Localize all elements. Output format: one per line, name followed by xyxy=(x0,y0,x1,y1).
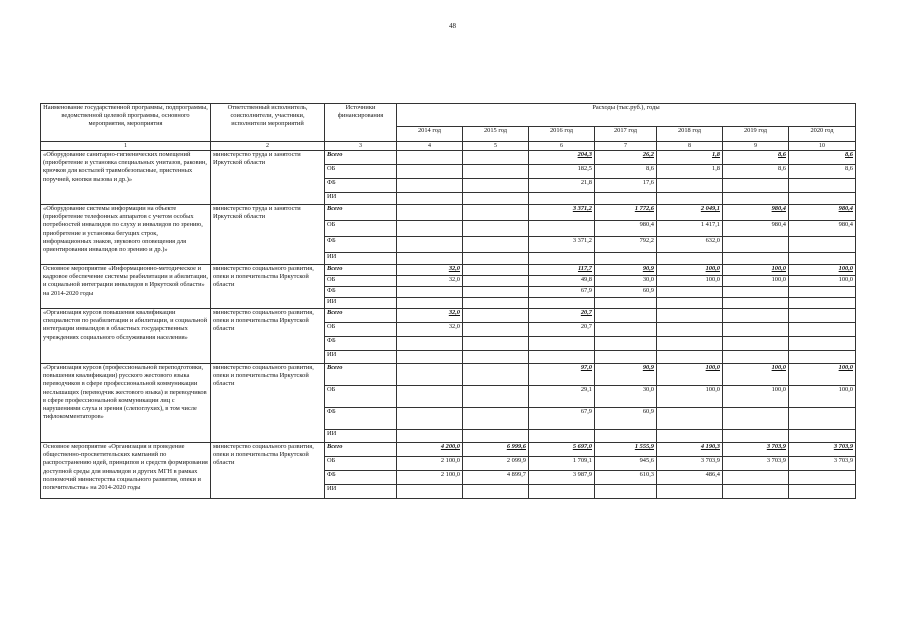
expense-value: 8,6 xyxy=(595,165,657,179)
expense-value xyxy=(657,298,723,309)
funding-source: Всего xyxy=(325,205,397,221)
responsible-executor: министерство социального развития, опеки и попечительства Иркутской области xyxy=(211,364,325,443)
expense-value: 100,0 xyxy=(789,386,856,408)
header-source: Источники финансирования xyxy=(325,104,397,142)
expense-value: 67,9 xyxy=(529,287,595,298)
expense-value xyxy=(397,179,463,193)
budget-table xyxy=(40,103,856,499)
table-row xyxy=(41,151,856,165)
expense-value: 2 100,0 xyxy=(397,457,463,471)
header-expenses: Расходы (тыс.руб.), годы xyxy=(397,104,856,127)
expense-value xyxy=(723,309,789,323)
funding-source: ФБ xyxy=(325,408,397,430)
expense-value: 67,9 xyxy=(529,408,595,430)
expense-value: 32,0 xyxy=(397,323,463,337)
expense-value: 20,7 xyxy=(529,309,595,323)
expense-value: 32,0 xyxy=(397,309,463,323)
measure-name: «Оборудование системы информации на объекте (приобретение телефонных аппаратов с учетом особых потребностей инвалидов по слуху и инвалидов по зрению, приобретение и установка бегущих строк, информационных знаков, звукового оповещения для ориентирования инвалидов по зрению и др.)» xyxy=(41,205,211,265)
expense-value xyxy=(463,485,529,499)
expense-value xyxy=(529,221,595,237)
expense-value: 100,0 xyxy=(657,276,723,287)
funding-source: ИИ xyxy=(325,485,397,499)
expense-value xyxy=(789,309,856,323)
expense-value: 3 703,9 xyxy=(723,443,789,457)
expense-value xyxy=(529,253,595,265)
expense-value xyxy=(463,221,529,237)
expense-value xyxy=(463,323,529,337)
responsible-executor: министерство труда и занятости Иркутской области xyxy=(211,151,325,205)
expense-value xyxy=(595,253,657,265)
funding-source: ИИ xyxy=(325,298,397,309)
expense-value xyxy=(397,237,463,253)
expense-value: 60,9 xyxy=(595,408,657,430)
expense-value: 49,8 xyxy=(529,276,595,287)
header-year: 2018 год xyxy=(657,127,723,142)
expense-value: 1 772,6 xyxy=(595,205,657,221)
expense-value xyxy=(463,193,529,205)
expense-value xyxy=(463,309,529,323)
expense-value xyxy=(529,485,595,499)
page-number: 48 xyxy=(449,22,456,30)
expense-value xyxy=(723,193,789,205)
column-number: 4 xyxy=(397,142,463,151)
expense-value: 632,0 xyxy=(657,237,723,253)
table-row xyxy=(41,205,856,221)
expense-value xyxy=(723,471,789,485)
expense-value xyxy=(595,309,657,323)
column-number: 7 xyxy=(595,142,657,151)
expense-value xyxy=(463,408,529,430)
expense-value: 3 703,9 xyxy=(789,457,856,471)
expense-value xyxy=(789,323,856,337)
expense-value: 100,0 xyxy=(789,265,856,276)
expense-value: 3 371,2 xyxy=(529,237,595,253)
expense-value xyxy=(723,287,789,298)
expense-value: 29,1 xyxy=(529,386,595,408)
expense-value: 1,8 xyxy=(657,151,723,165)
expense-value xyxy=(595,485,657,499)
funding-source: Всего xyxy=(325,151,397,165)
table-row xyxy=(41,443,856,457)
expense-value: 1,8 xyxy=(657,165,723,179)
expense-value xyxy=(397,337,463,351)
expense-value: 20,7 xyxy=(529,323,595,337)
expense-value: 100,0 xyxy=(657,386,723,408)
table-row xyxy=(41,309,856,323)
expense-value xyxy=(463,205,529,221)
expense-value: 8,6 xyxy=(723,151,789,165)
expense-value: 100,0 xyxy=(657,364,723,386)
expense-value xyxy=(657,323,723,337)
expense-value xyxy=(657,408,723,430)
expense-value xyxy=(723,253,789,265)
expense-value xyxy=(657,485,723,499)
expense-value: 792,2 xyxy=(595,237,657,253)
expense-value: 4 190,3 xyxy=(657,443,723,457)
expense-value: 2 049,1 xyxy=(657,205,723,221)
expense-value xyxy=(789,193,856,205)
funding-source: ОБ xyxy=(325,457,397,471)
expense-value xyxy=(397,485,463,499)
expense-value xyxy=(463,276,529,287)
expense-value: 945,6 xyxy=(595,457,657,471)
expense-value: 3 371,2 xyxy=(529,205,595,221)
column-number: 8 xyxy=(657,142,723,151)
expense-value xyxy=(463,265,529,276)
expense-value: 6 999,6 xyxy=(463,443,529,457)
expense-value xyxy=(723,337,789,351)
expense-value xyxy=(463,337,529,351)
expense-value: 100,0 xyxy=(789,364,856,386)
expense-value xyxy=(657,430,723,443)
expense-value xyxy=(529,430,595,443)
expense-value xyxy=(463,253,529,265)
expense-value xyxy=(595,323,657,337)
expense-value xyxy=(789,337,856,351)
expense-value: 980,4 xyxy=(789,221,856,237)
measure-name: «Организация курсов повышения квалификации специалистов по реабилитации и абилитации, и социальной интеграции инвалидов в областных государственных учреждениях социального обслуживания населения» xyxy=(41,309,211,364)
header-year: 2016 год xyxy=(529,127,595,142)
expense-value xyxy=(657,253,723,265)
expense-value xyxy=(789,287,856,298)
expense-value: 3 703,9 xyxy=(657,457,723,471)
header-year: 2014 год xyxy=(397,127,463,142)
expense-value: 1 709,1 xyxy=(529,457,595,471)
expense-value xyxy=(463,179,529,193)
expense-value xyxy=(789,253,856,265)
funding-source: ИИ xyxy=(325,351,397,364)
funding-source: ОБ xyxy=(325,221,397,237)
expense-value: 3 987,9 xyxy=(529,471,595,485)
expense-value: 182,5 xyxy=(529,165,595,179)
expense-value xyxy=(789,298,856,309)
expense-value: 100,0 xyxy=(657,265,723,276)
expense-value: 980,4 xyxy=(723,221,789,237)
expense-value xyxy=(397,364,463,386)
funding-source: ОБ xyxy=(325,276,397,287)
expense-value: 610,3 xyxy=(595,471,657,485)
expense-value: 60,9 xyxy=(595,287,657,298)
expense-value xyxy=(657,309,723,323)
header-name: Наименование государственной программы, подпрограммы, ведомственной целевой программы, основного мероприятия, мероприятия xyxy=(41,104,211,142)
expense-value: 100,0 xyxy=(723,364,789,386)
expense-value: 980,4 xyxy=(595,221,657,237)
expense-value xyxy=(723,237,789,253)
expense-value xyxy=(397,386,463,408)
expense-value xyxy=(397,287,463,298)
expense-value xyxy=(595,298,657,309)
header-year: 2020 год xyxy=(789,127,856,142)
expense-value xyxy=(529,298,595,309)
header-responsible: Ответственный исполнитель, соисполнители, участники, исполнители мероприятий xyxy=(211,104,325,142)
funding-source: ИИ xyxy=(325,430,397,443)
expense-value xyxy=(529,193,595,205)
funding-source: Всего xyxy=(325,265,397,276)
expense-value xyxy=(397,408,463,430)
expense-value xyxy=(397,221,463,237)
expense-value xyxy=(789,408,856,430)
funding-source: ФБ xyxy=(325,337,397,351)
expense-value: 90,9 xyxy=(595,364,657,386)
expense-value: 4 899,7 xyxy=(463,471,529,485)
expense-value xyxy=(529,351,595,364)
expense-value xyxy=(595,351,657,364)
column-number: 3 xyxy=(325,142,397,151)
column-number: 2 xyxy=(211,142,325,151)
column-number: 6 xyxy=(529,142,595,151)
expense-value xyxy=(723,323,789,337)
expense-value: 2 100,0 xyxy=(397,471,463,485)
expense-value: 8,6 xyxy=(789,151,856,165)
expense-value: 32,0 xyxy=(397,276,463,287)
funding-source: ФБ xyxy=(325,237,397,253)
expense-value: 30,0 xyxy=(595,276,657,287)
expense-value: 3 703,9 xyxy=(789,443,856,457)
expense-value xyxy=(463,351,529,364)
responsible-executor: министерство социального развития, опеки и попечительства Иркутской области xyxy=(211,443,325,499)
expense-value xyxy=(397,298,463,309)
expense-value xyxy=(397,351,463,364)
expense-value: 32,0 xyxy=(397,265,463,276)
responsible-executor: министерство социального развития, опеки и попечительства Иркутской области xyxy=(211,309,325,364)
measure-name: Основное мероприятие «Информационно-методическое и кадровое обеспечение системы реабилитации и абилитации, и социальной интеграции инвалидов в Иркутской области» на 2014-2020 годы xyxy=(41,265,211,309)
column-number: 1 xyxy=(41,142,211,151)
expense-value xyxy=(657,351,723,364)
expense-value xyxy=(723,179,789,193)
expense-value xyxy=(723,298,789,309)
funding-source: ФБ xyxy=(325,287,397,298)
expense-value: 117,7 xyxy=(529,265,595,276)
expense-value: 8,6 xyxy=(723,165,789,179)
column-number: 9 xyxy=(723,142,789,151)
funding-source: ОБ xyxy=(325,323,397,337)
responsible-executor: министерство социального развития, опеки и попечительства Иркутской области xyxy=(211,265,325,309)
funding-source: ФБ xyxy=(325,471,397,485)
expense-value xyxy=(529,337,595,351)
expense-value: 1 555,9 xyxy=(595,443,657,457)
expense-value: 4 200,0 xyxy=(397,443,463,457)
expense-value: 8,6 xyxy=(789,165,856,179)
header-year: 2017 год xyxy=(595,127,657,142)
expense-value: 2 099,9 xyxy=(463,457,529,471)
expense-value xyxy=(789,485,856,499)
expense-value xyxy=(723,408,789,430)
table-row xyxy=(41,364,856,386)
expense-value xyxy=(789,179,856,193)
expense-value xyxy=(657,287,723,298)
expense-value: 980,4 xyxy=(723,205,789,221)
header-year: 2015 год xyxy=(463,127,529,142)
funding-source: ФБ xyxy=(325,179,397,193)
expense-value xyxy=(789,351,856,364)
funding-source: ИИ xyxy=(325,253,397,265)
funding-source: Всего xyxy=(325,364,397,386)
column-number: 5 xyxy=(463,142,529,151)
funding-source: ОБ xyxy=(325,386,397,408)
expense-value xyxy=(595,430,657,443)
expense-value: 26,2 xyxy=(595,151,657,165)
funding-source: Всего xyxy=(325,443,397,457)
measure-name: Основное мероприятие «Организация и проведение общественно-просветительских кампаний по распространению идей, принципов и средств формирования доступной среды для инвалидов и других МГН в рамках полномочий министерства социального развития, опеки и попечительства» на 2014-2020 годы xyxy=(41,443,211,499)
table-row xyxy=(41,265,856,276)
expense-value xyxy=(463,430,529,443)
expense-value xyxy=(723,351,789,364)
expense-value xyxy=(723,430,789,443)
measure-name: «Организация курсов (профессиональной переподготовки, повышения квалификации) русского жестового языка переводчиков в сфере профессиональной коммуникации неслышащих (переводчик жестового языка) и переводчиков в сфере профессиональной коммуникации лиц с нарушениями слуха и зрения (слепоглухих), в том числе тифлокомментаторов» xyxy=(41,364,211,443)
expense-value: 100,0 xyxy=(789,276,856,287)
expense-value: 97,0 xyxy=(529,364,595,386)
expense-value xyxy=(657,193,723,205)
expense-value xyxy=(789,471,856,485)
responsible-executor: министерство труда и занятости Иркутской области xyxy=(211,205,325,265)
expense-value xyxy=(397,205,463,221)
expense-value xyxy=(463,287,529,298)
expense-value: 100,0 xyxy=(723,276,789,287)
expense-value xyxy=(789,430,856,443)
expense-value: 30,0 xyxy=(595,386,657,408)
expense-value xyxy=(463,165,529,179)
expense-value xyxy=(595,337,657,351)
expense-value xyxy=(463,237,529,253)
header-year: 2019 год xyxy=(723,127,789,142)
funding-source: ОБ xyxy=(325,165,397,179)
expense-value xyxy=(595,193,657,205)
expense-value xyxy=(397,253,463,265)
expense-value xyxy=(397,193,463,205)
expense-value: 90,9 xyxy=(595,265,657,276)
expense-value: 980,4 xyxy=(789,205,856,221)
expense-value: 3 703,9 xyxy=(723,457,789,471)
expense-value xyxy=(463,298,529,309)
expense-value xyxy=(463,386,529,408)
expense-value xyxy=(463,364,529,386)
expense-value: 1 417,1 xyxy=(657,221,723,237)
funding-source: ИИ xyxy=(325,193,397,205)
expense-value xyxy=(463,151,529,165)
expense-value xyxy=(789,237,856,253)
expense-value: 17,6 xyxy=(595,179,657,193)
expense-value xyxy=(397,151,463,165)
expense-value: 204,3 xyxy=(529,151,595,165)
expense-value xyxy=(397,165,463,179)
expense-value xyxy=(723,485,789,499)
expense-value: 100,0 xyxy=(723,386,789,408)
expense-value: 100,0 xyxy=(723,265,789,276)
column-number: 10 xyxy=(789,142,856,151)
measure-name: «Оборудование санитарно-гигиенических помещений (приобретение и установка специальных унитазов, раковин, крючков для костылей травмобезопасные, пристенных поручней, кнопки вызова и др.)» xyxy=(41,151,211,205)
expense-value xyxy=(397,430,463,443)
expense-value: 486,4 xyxy=(657,471,723,485)
expense-value: 21,8 xyxy=(529,179,595,193)
funding-source: Всего xyxy=(325,309,397,323)
expense-value xyxy=(657,337,723,351)
expense-value xyxy=(657,179,723,193)
expense-value: 5 697,0 xyxy=(529,443,595,457)
